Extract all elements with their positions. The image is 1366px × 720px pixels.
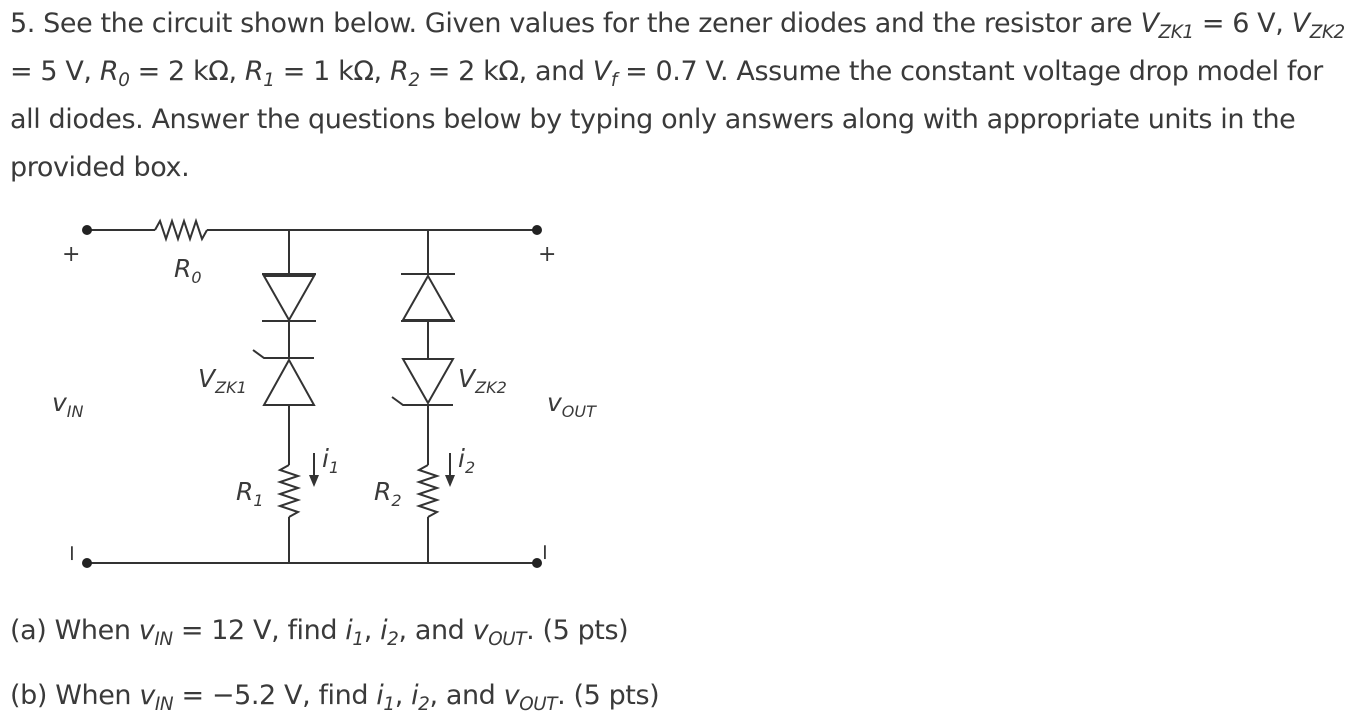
vout-label-sub: OUT — [561, 402, 596, 421]
zener1-cathode-bar — [253, 350, 314, 358]
question-a-vin: $v_{IN}$ — [138, 615, 173, 650]
question-a-i2: $i_2$ — [380, 615, 399, 650]
question-b-prefix: (b) When — [10, 680, 132, 711]
r0-symbol: $R_0$ — [99, 56, 130, 91]
problem-sentence-1: See the circuit shown below. — [43, 8, 417, 39]
question-b-vout: $v_{OUT}$ — [503, 680, 558, 715]
r2-label: R — [374, 477, 392, 506]
i1-label-sub: 1 — [328, 458, 340, 477]
i2-label-sub: 2 — [464, 458, 476, 477]
i2-label: i — [458, 444, 465, 473]
svg-text:R0 — [174, 254, 202, 287]
question-a-prefix: (a) When — [10, 615, 131, 646]
vzk2-value: = 5 V, — [10, 56, 92, 87]
question-b-i1: $i_1$ — [376, 680, 395, 715]
svg-text:i2 — [458, 444, 475, 477]
question-a-sep: , — [363, 615, 372, 646]
question-b-vin: $v_{IN}$ — [139, 680, 174, 715]
terminal-top-right — [532, 225, 542, 235]
plus-right: + — [538, 242, 557, 267]
question-a-i1: $i_1$ — [345, 615, 364, 650]
zener1-triangle — [264, 360, 314, 405]
plus-left: + — [62, 242, 81, 267]
zener2-cathode-bar — [392, 397, 453, 405]
minus-left: − — [59, 544, 84, 563]
i1-label: i — [322, 444, 329, 473]
r2-value: = 2 kΩ, and — [427, 56, 585, 87]
r1-symbol: $R_1$ — [244, 56, 275, 91]
question-b-sep: , — [394, 680, 403, 711]
i2-arrow-head — [445, 475, 455, 487]
r2-label-sub: 2 — [391, 491, 402, 510]
r0-resistor — [155, 221, 207, 239]
r2-resistor — [419, 465, 437, 517]
question-a-vout: $v_{OUT}$ — [472, 615, 527, 650]
vin-label-sub: IN — [66, 402, 84, 421]
vin-label: v — [52, 388, 67, 417]
question-a — [10, 615, 629, 650]
question-b — [10, 680, 660, 715]
r0-value: = 2 kΩ, — [137, 56, 237, 87]
question-a-condition: = 12 V, find — [180, 615, 338, 646]
question-b-i2: $i_2$ — [411, 680, 430, 715]
model-note: Assume the constant voltage drop model for all diodes. — [10, 56, 1323, 135]
svg-text:R2 — [374, 477, 402, 510]
svg-text:i1 — [322, 444, 339, 477]
vf-value: = 0.7 V. — [625, 56, 729, 87]
r1-value: = 1 kΩ, — [282, 56, 382, 87]
question-a-points: . (5 pts) — [526, 615, 629, 646]
vzk2-label-sub: ZK2 — [475, 378, 507, 397]
svg-text:VZK2 — [458, 364, 507, 397]
vzk1-label: V — [198, 364, 216, 393]
r2-symbol: $R_2$ — [389, 56, 420, 91]
circuit-diagram — [0, 195, 640, 585]
question-b-and: , and — [429, 680, 496, 711]
svg-text:vIN — [52, 388, 84, 421]
instruction: Answer the questions below by typing only answers along with appropriate units in the provided box. — [10, 104, 1296, 183]
r1-label: R — [236, 477, 254, 506]
given-intro: Given values for the zener diodes and the resistor are — [424, 8, 1133, 39]
svg-text:vOUT — [547, 388, 597, 421]
vzk1-value: = 6 V, — [1201, 8, 1284, 39]
zener2-triangle — [403, 359, 453, 403]
i1-arrow-head — [309, 475, 319, 487]
diode2-triangle — [403, 276, 453, 320]
r0-label-sub: 0 — [191, 268, 202, 287]
vzk1-label-sub: ZK1 — [215, 378, 247, 397]
svg-text:VZK1 — [198, 364, 247, 397]
problem-number: 5. — [10, 8, 35, 39]
question-b-condition: = −5.2 V, find — [181, 680, 369, 711]
question-a-and: , and — [398, 615, 465, 646]
vzk2-label: V — [458, 364, 476, 393]
vout-label: v — [547, 388, 562, 417]
r1-label-sub: 1 — [253, 491, 264, 510]
terminal-top-left — [82, 225, 92, 235]
svg-text:R1 — [236, 477, 264, 510]
problem-statement — [10, 0, 1360, 192]
diode1-triangle — [264, 276, 314, 320]
r0-label: R — [174, 254, 192, 283]
vzk1-symbol: $V_{ZK1}$ — [1140, 8, 1194, 43]
vzk2-symbol: $V_{ZK2}$ — [1291, 8, 1345, 43]
minus-right: − — [532, 543, 557, 562]
r1-resistor — [280, 465, 298, 517]
question-b-points: . (5 pts) — [557, 680, 660, 711]
vf-symbol: $V_f$ — [592, 56, 617, 91]
